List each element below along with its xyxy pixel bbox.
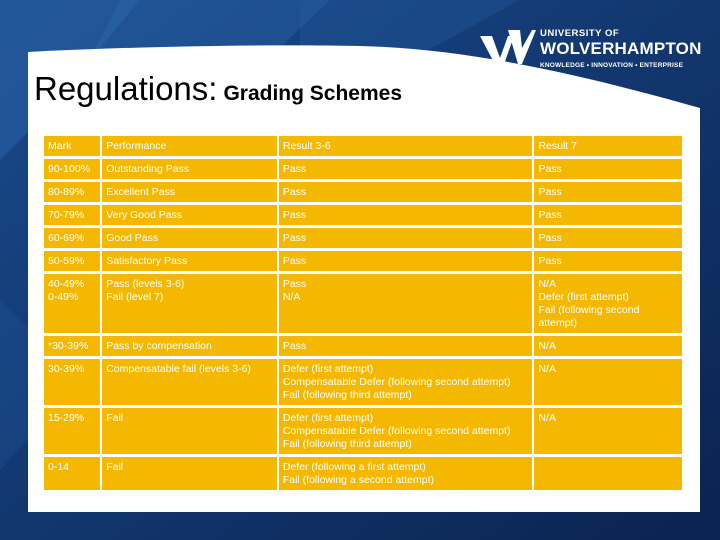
cell-line: N/A <box>538 412 556 424</box>
cell-performance <box>102 408 279 454</box>
cell-mark <box>44 251 102 271</box>
cell-result-7 <box>534 251 682 271</box>
cell-result-3-6 <box>279 457 535 490</box>
cell-mark <box>44 182 102 202</box>
cell-result-3-6 <box>279 228 535 248</box>
cell-line: Defer (first attempt) <box>282 412 374 424</box>
cell-mark <box>44 205 102 225</box>
cell-line: Pass <box>282 186 307 198</box>
cell-result-3-6 <box>279 274 535 333</box>
cell-line: N/A <box>282 291 301 303</box>
title-main: Regulations: <box>34 70 218 107</box>
cell-line: Pass <box>538 163 562 175</box>
cell-line: 30-39% <box>48 363 85 375</box>
cell-line: 70-79% <box>48 209 85 221</box>
cell-line: *30-39% <box>48 340 89 352</box>
cell-result-7 <box>534 274 682 333</box>
cell-performance <box>102 457 279 490</box>
cell-line: Fail <box>106 412 124 424</box>
table-header-row <box>44 136 682 156</box>
cell-mark <box>44 457 102 490</box>
cell-result-7 <box>534 228 682 248</box>
cell-line: Pass <box>538 209 562 221</box>
cell-performance <box>102 251 279 271</box>
cell-mark <box>44 408 102 454</box>
header-result-7: Result 7 <box>534 136 682 156</box>
cell-performance <box>102 336 279 356</box>
cell-line: Compensatable Defer (following second attempt) <box>282 425 511 437</box>
cell-line: Fail (following a second attempt) <box>282 474 434 486</box>
cell-line: N/A <box>538 278 556 290</box>
cell-line: Pass <box>538 255 562 267</box>
cell-line: attempt) <box>538 317 577 329</box>
logo-line-wolverhampton: WOLVERHAMPTON <box>540 39 702 58</box>
table-row <box>44 359 682 405</box>
table-row <box>44 274 682 333</box>
cell-mark <box>44 274 102 333</box>
cell-line: Defer (first attempt) <box>282 363 374 375</box>
cell-line: Pass <box>282 209 307 221</box>
cell-result-7 <box>534 408 682 454</box>
table-row <box>44 182 682 202</box>
cell-line: Fail (following third attempt) <box>282 389 412 401</box>
table-row <box>44 457 682 490</box>
cell-mark <box>44 359 102 405</box>
cell-line: Very Good Pass <box>106 209 183 221</box>
table-row <box>44 336 682 356</box>
logo-tagline: KNOWLEDGE • INNOVATION • ENTERPRISE <box>540 62 684 69</box>
cell-line: Pass (levels 3-6) <box>106 278 185 290</box>
cell-line: Pass <box>282 340 307 352</box>
cell-result-3-6 <box>279 336 535 356</box>
cell-result-3-6 <box>279 359 535 405</box>
logo-mark-icon <box>478 26 536 74</box>
cell-line: Pass <box>282 163 307 175</box>
cell-mark <box>44 159 102 179</box>
cell-performance <box>102 205 279 225</box>
cell-performance <box>102 182 279 202</box>
cell-line: N/A <box>538 363 556 375</box>
cell-line: 90-100% <box>48 163 91 175</box>
table-row <box>44 408 682 454</box>
table-body <box>44 159 682 490</box>
title-sub: Grading Schemes <box>223 82 403 105</box>
cell-line: 60-69% <box>48 232 85 244</box>
cell-line: N/A <box>538 340 556 352</box>
cell-line: 40-49% <box>48 278 85 290</box>
cell-result-7 <box>534 205 682 225</box>
cell-line: 15-29% <box>48 412 85 424</box>
cell-line: 50-59% <box>48 255 85 267</box>
cell-performance <box>102 228 279 248</box>
table-row <box>44 251 682 271</box>
cell-mark <box>44 228 102 248</box>
cell-line: Outstanding Pass <box>106 163 190 175</box>
grading-table <box>44 133 682 493</box>
table-row <box>44 205 682 225</box>
cell-line: 0-49% <box>48 291 79 303</box>
cell-performance <box>102 359 279 405</box>
cell-result-7 <box>534 457 682 490</box>
cell-line: Fail (level 7) <box>106 291 164 303</box>
cell-line: 80-89% <box>48 186 85 198</box>
cell-line: Satisfactory Pass <box>106 255 188 267</box>
cell-performance <box>102 159 279 179</box>
cell-result-7 <box>534 359 682 405</box>
cell-result-3-6 <box>279 408 535 454</box>
cell-mark <box>44 336 102 356</box>
cell-result-3-6 <box>279 159 535 179</box>
cell-line: Compensatable Defer (following second attempt) <box>282 376 511 388</box>
cell-line: Fail <box>106 461 124 473</box>
cell-result-3-6 <box>279 251 535 271</box>
cell-result-3-6 <box>279 205 535 225</box>
cell-line: Excellent Pass <box>106 186 176 198</box>
table-row <box>44 159 682 179</box>
cell-line: Compensatable fail (levels 3-6) <box>106 363 251 375</box>
table-row <box>44 228 682 248</box>
cell-line: Fail (following third attempt) <box>282 438 412 450</box>
header-result-3-6: Result 3-6 <box>279 136 535 156</box>
cell-line: 0-14 <box>48 461 70 473</box>
cell-performance <box>102 274 279 333</box>
cell-line: Pass <box>282 278 307 290</box>
cell-line: Fail (following second <box>538 304 640 316</box>
cell-result-7 <box>534 159 682 179</box>
cell-line: Pass <box>282 232 307 244</box>
cell-result-3-6 <box>279 182 535 202</box>
cell-line: Defer (first attempt) <box>538 291 629 303</box>
cell-line: Pass <box>538 186 562 198</box>
cell-result-7 <box>534 182 682 202</box>
university-logo <box>478 24 700 80</box>
cell-result-7 <box>534 336 682 356</box>
header-mark: Mark <box>44 136 102 156</box>
cell-line: Defer (following a first attempt) <box>282 461 426 473</box>
slide-title <box>34 70 402 108</box>
logo-line-university-of: UNIVERSITY OF <box>540 28 620 39</box>
cell-line: Good Pass <box>106 232 159 244</box>
cell-line: Pass by compensation <box>106 340 212 352</box>
header-performance: Performance <box>102 136 279 156</box>
cell-line: Pass <box>538 232 562 244</box>
cell-line: Pass <box>282 255 307 267</box>
